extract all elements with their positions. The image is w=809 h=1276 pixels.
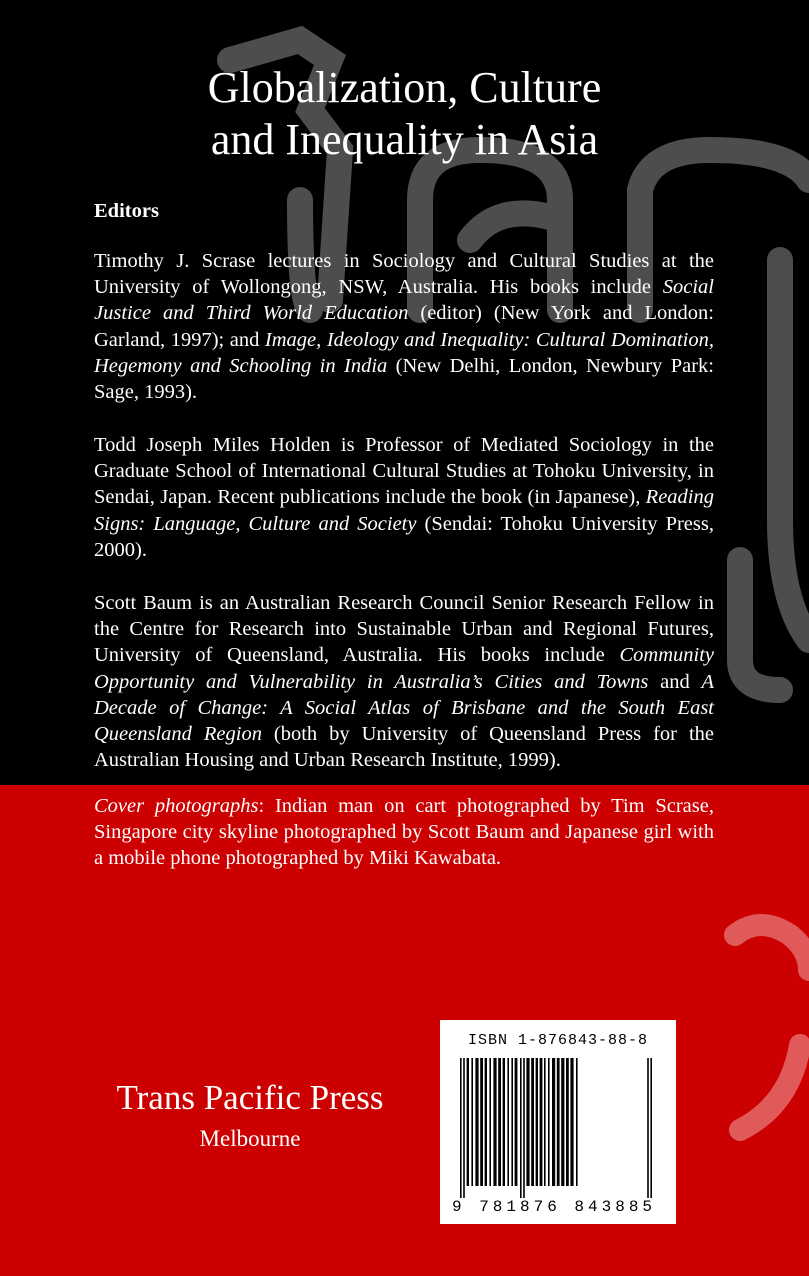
book-title: [0, 62, 809, 166]
barcode-icon: [458, 1058, 658, 1198]
ean-number: 9 781876 843885: [452, 1198, 657, 1216]
title-line-1: Globalization, Culture: [207, 63, 602, 112]
isbn-label: ISBN 1-876843-88-8: [467, 1032, 649, 1049]
publisher-name: Trans Pacific Press: [116, 1078, 384, 1117]
editors-heading: Editors: [94, 200, 159, 222]
editor-bio-baum: Scott Baum is an Australian Research Council Senior Research Fellow in the Centre for Research into Sustainable Urban and Regional Futures, University of Queensland, Australia. His books include Community Opportunity and Vulnerability in Australia’s Cities and Towns and A Decade of Change: A Social Atlas of Brisbane and the South East Queensland Region (both by University of Queensland Press for the Australian Housing and Urban Research Institute, 1999).: [94, 592, 714, 772]
editor-bio-holden: Todd Joseph Miles Holden is Professor of Mediated Sociology in the Graduate School of International Cultural Studies at Tohoku University, in Sendai, Japan. Recent publications include the book (in Japanese), Reading Signs: Language, Culture and Society (Sendai: Tohoku University Press, 2000).: [94, 434, 714, 561]
barcode-box: [440, 1020, 676, 1224]
cover-photo-credits: Cover photographs: Indian man on cart photographed by Tim Scrase, Singapore city skyline photographed by Scott Baum and Japanese girl with a mobile phone photographed by Miki Kawabata.: [94, 795, 714, 870]
publisher-city: Melbourne: [199, 1126, 301, 1151]
title-line-2: and Inequality in Asia: [210, 115, 599, 164]
cover-bottom-panel: [0, 785, 809, 1276]
editor-bio-scrase: Timothy J. Scrase lectures in Sociology and Cultural Studies at the University of Wollongong, NSW, Australia. His books include Social Justice and Third World Education (editor) (New York and London: Garland, 1997); and Image, Ideology and Inequality: Cultural Domination, Hegemony and Schooling in India (New Delhi, London, Newbury Park: Sage, 1993).: [94, 250, 714, 404]
